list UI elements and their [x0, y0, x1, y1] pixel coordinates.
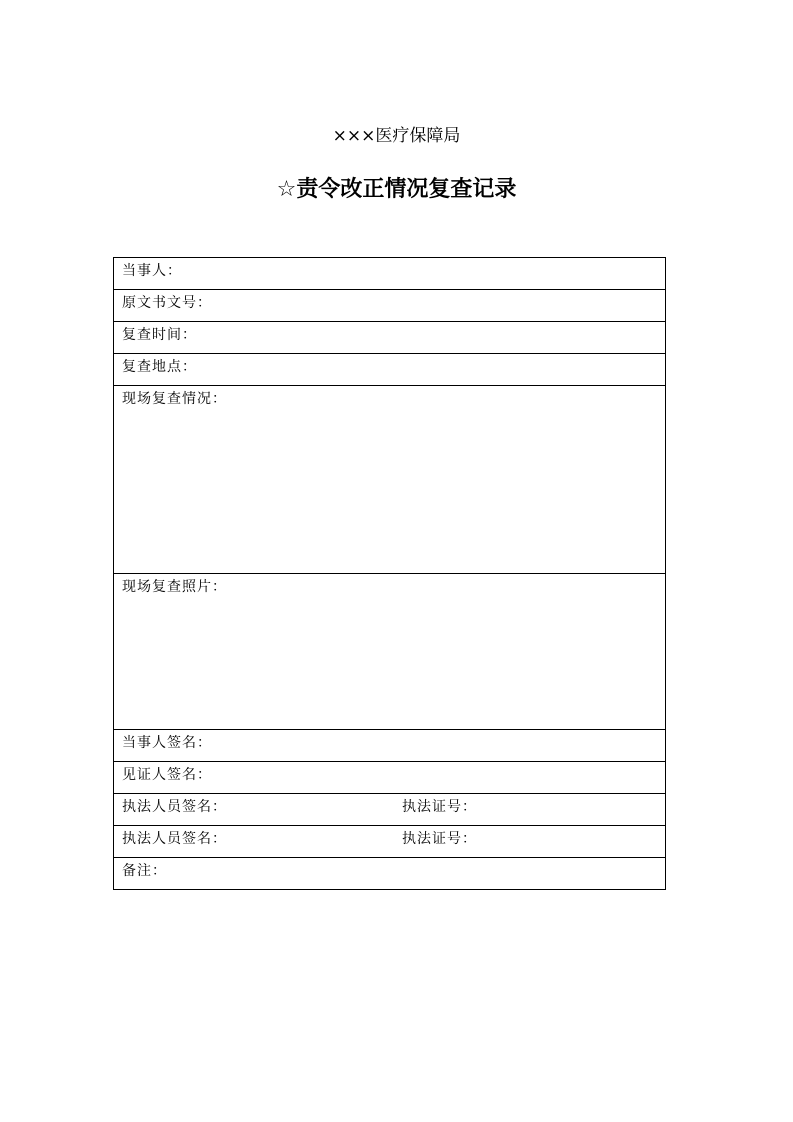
officer-2-cert-label: 执法证号： [402, 831, 477, 847]
form-row-officer-2 [114, 826, 666, 858]
document-title: ☆责令改正情况复查记录 [276, 177, 517, 202]
form-row-onsite-situation [114, 386, 666, 574]
officer-2-signature-label: 执法人员签名： [122, 831, 227, 847]
form-row-onsite-photos [114, 574, 666, 730]
officer-2-split [122, 829, 657, 849]
officer-1-cell[interactable] [114, 794, 666, 826]
officer-1-cert-label: 执法证号： [402, 799, 477, 815]
form-row-original-doc-no [114, 290, 666, 322]
form-row-review-time [114, 322, 666, 354]
officer-2-cell[interactable] [114, 826, 666, 858]
original-doc-no-field[interactable]: 原文书文号： [114, 290, 666, 322]
review-time-field[interactable]: 复查时间： [114, 322, 666, 354]
form-row-party-signature [114, 730, 666, 762]
form-row-review-location [114, 354, 666, 386]
officer-1-signature-label: 执法人员签名： [122, 799, 227, 815]
onsite-situation-field[interactable]: 现场复查情况： [114, 386, 666, 574]
review-record-form [113, 257, 666, 890]
review-location-field[interactable]: 复查地点： [114, 354, 666, 386]
party-field[interactable]: 当事人： [114, 258, 666, 290]
remarks-field[interactable]: 备注： [114, 858, 666, 890]
party-signature-field[interactable]: 当事人签名： [114, 730, 666, 762]
form-row-party [114, 258, 666, 290]
form-row-witness-signature [114, 762, 666, 794]
form-row-officer-1 [114, 794, 666, 826]
witness-signature-field[interactable]: 见证人签名： [114, 762, 666, 794]
form-row-remarks [114, 858, 666, 890]
organization-name: ×××医疗保障局 [332, 126, 461, 146]
onsite-photos-field[interactable]: 现场复查照片： [114, 574, 666, 730]
officer-1-split [122, 797, 657, 817]
